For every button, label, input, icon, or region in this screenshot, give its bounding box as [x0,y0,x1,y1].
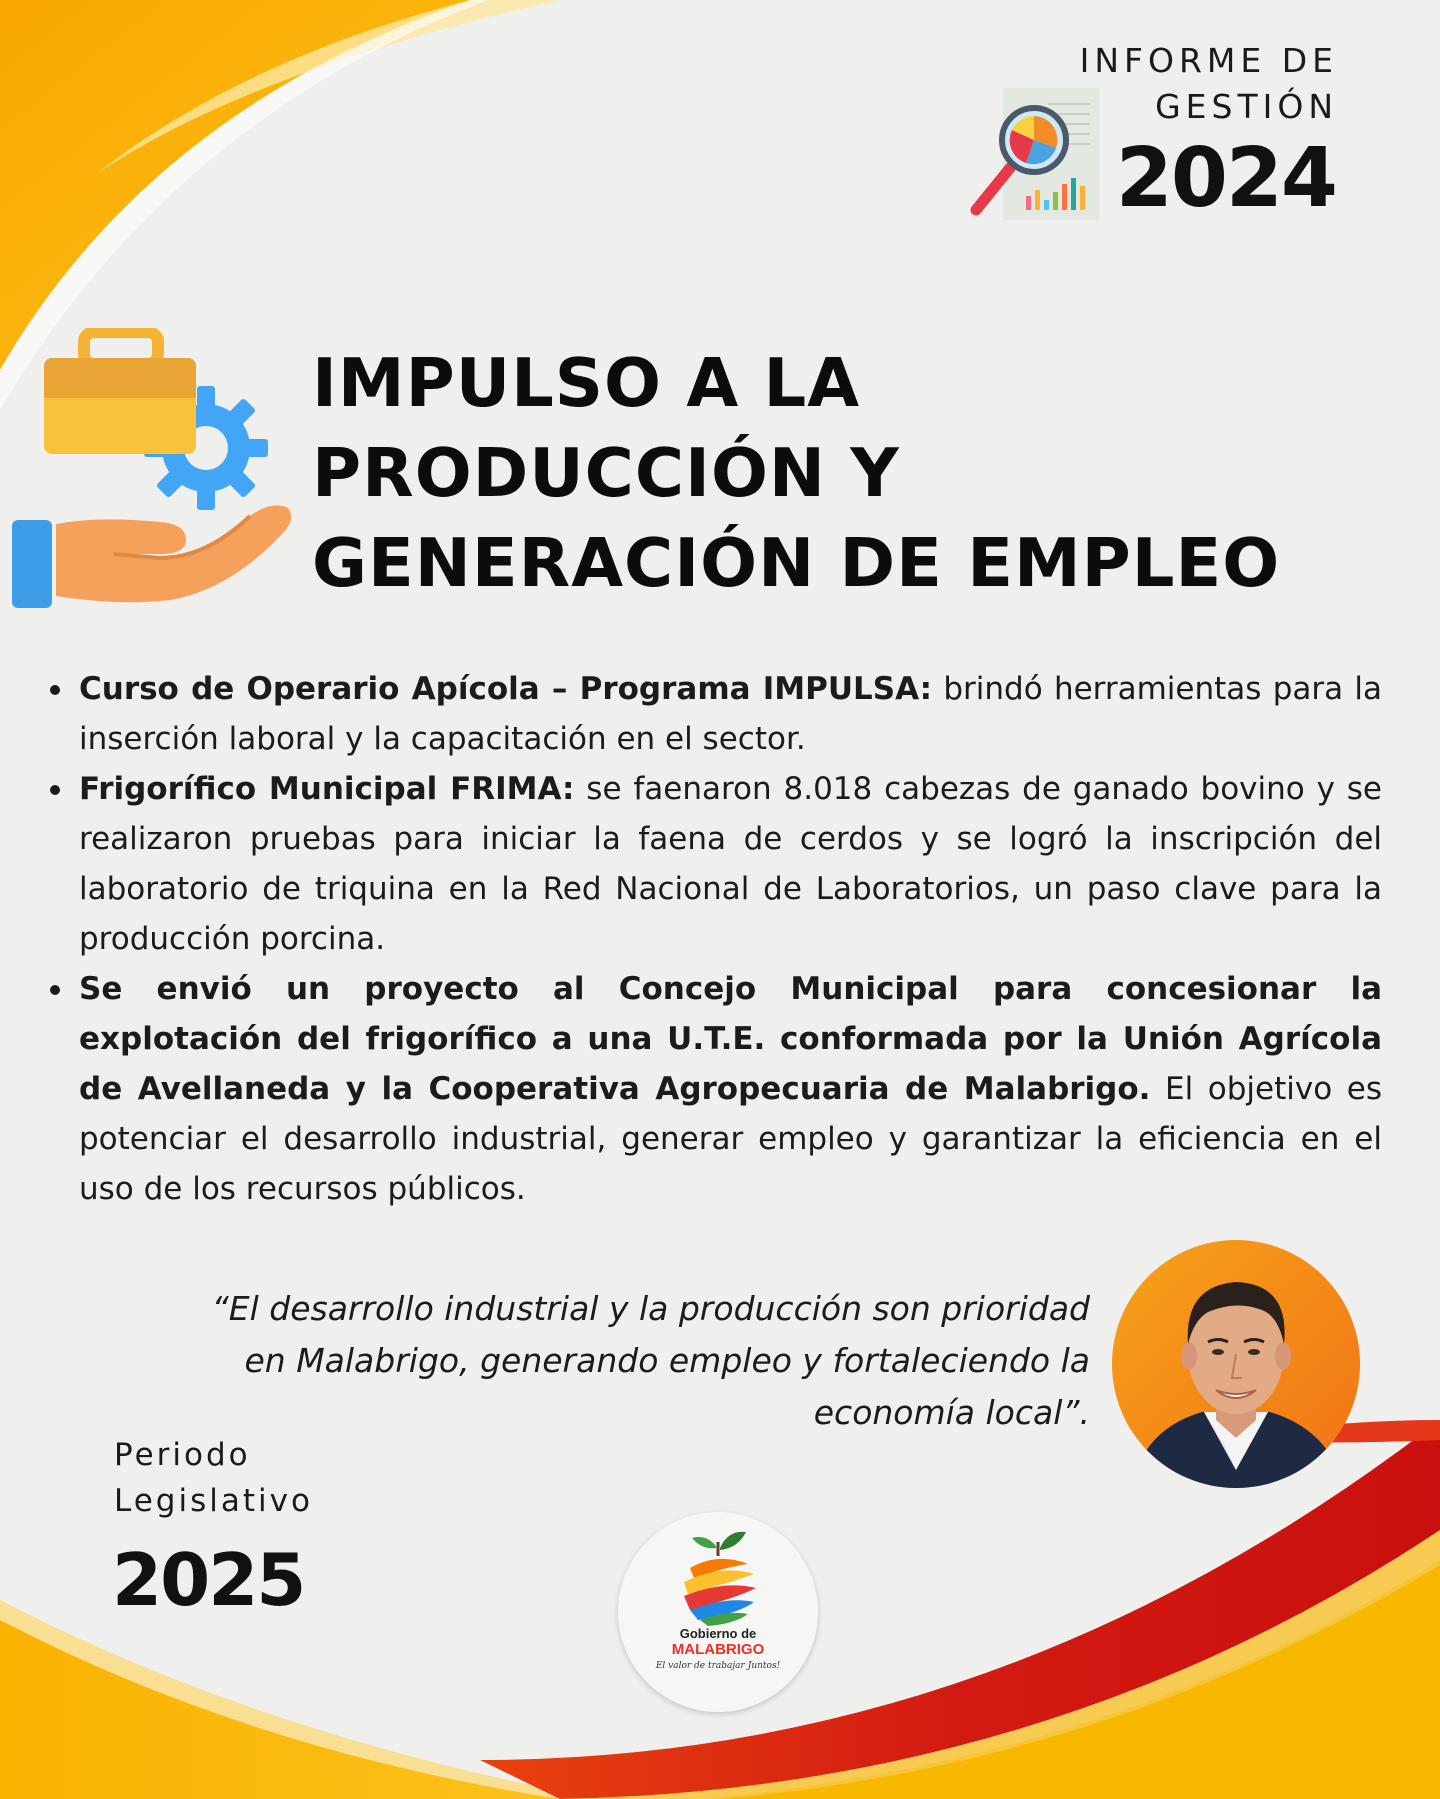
logo-line2: MALABRIGO [671,1641,765,1658]
hand-briefcase-gear-icon [10,328,300,618]
report-year: 2024 [1115,131,1336,226]
list-item-text: El objetivo es potenciar el desarrollo industrial, generar empleo y garantizar la eficiencia en el uso de los recursos públicos. [79,1071,1382,1207]
period-label-line2: Legislativo [114,1483,313,1519]
quote-line3: economía local”. [813,1393,1090,1432]
report-label-line2: GESTIÓN [1155,87,1338,126]
municipal-logo [618,1512,818,1712]
list-item [44,764,1382,964]
list-item-text: brindó herramientas para la inserción laboral y la capacitación en el sector. [79,671,1382,757]
quote-line1: “El desarrollo industrial y la producción son prioridad [211,1289,1090,1328]
mayor-quote [60,1283,1090,1439]
achievements-list [44,664,1382,1214]
period-year: 2025 [112,1538,305,1622]
list-item [44,964,1382,1214]
page-title [312,338,1412,608]
list-item-bold: Se envió un proyecto al Concejo Municipal para concesionar la explotación del frigorífico a una U.T.E. conformada por la Unión Agrícola de Avellaneda y la Cooperativa Agropecuaria de Malabrigo. [79,971,1382,1107]
report-label [1080,38,1338,130]
list-item-bold: Frigorífico Municipal FRIMA: [79,771,575,807]
title-line2: PRODUCCIÓN Y [312,434,900,512]
period-label [114,1432,313,1524]
mayor-portrait [1112,1240,1360,1488]
logo-slogan: El valor de trabajar Juntos! [655,1661,781,1671]
analytics-magnifier-icon [968,86,1108,226]
quote-line2: en Malabrigo, generando empleo y fortaleciendo la [244,1341,1090,1380]
report-label-line1: INFORME DE [1079,41,1338,80]
malabrigo-fruit-icon [618,1512,818,1712]
logo-line1: Gobierno de [679,1626,757,1641]
list-item [44,664,1382,764]
title-line3: GENERACIÓN DE EMPLEO [312,524,1281,602]
period-label-line1: Periodo [114,1437,251,1473]
list-item-bold: Curso de Operario Apícola – Programa IMPULSA: [79,671,933,707]
title-line1: IMPULSO A LA [312,344,861,422]
list-item-text: se faenaron 8.018 cabezas de ganado bovino y se realizaron pruebas para iniciar la faena de cerdos y se logró la inscripción del laboratorio de triquina en la Red Nacional de Laboratorios, un paso clave para la producción porcina. [79,771,1382,957]
